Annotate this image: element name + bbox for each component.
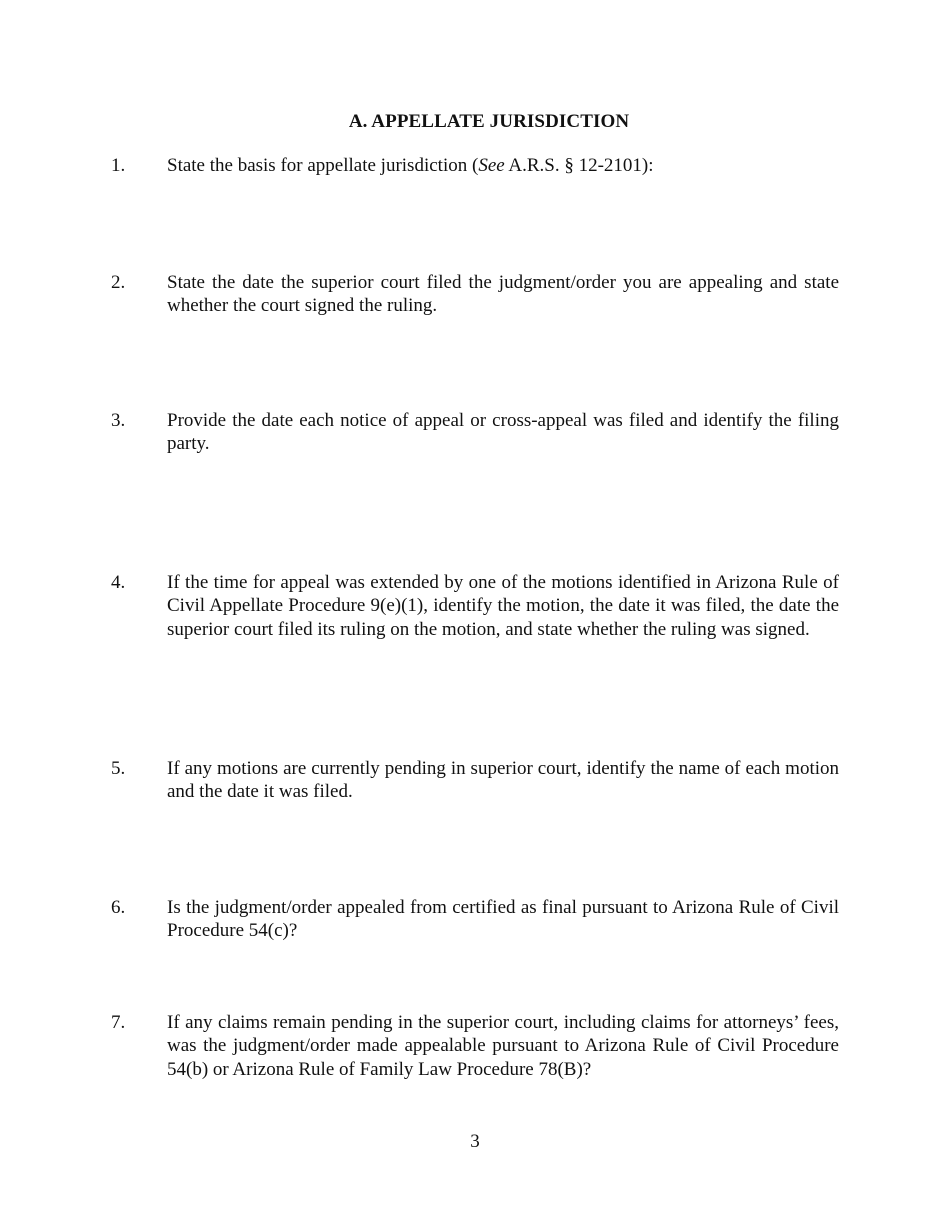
question-item <box>111 1011 839 1081</box>
question-item <box>111 571 839 641</box>
question-text: If the time for appeal was extended by one of the motions identified in Arizona Rule of Civil Appellate Procedure 9(e)(1), identify the motion, the date it was filed, the date the superior court filed its ruling on the motion, and state whether the ruling was signed. <box>167 572 839 640</box>
question-text-end: A.R.S. § 12-2101): <box>504 155 654 176</box>
question-text: Provide the date each notice of appeal or cross-appeal was filed and identify the filing party. <box>167 410 839 455</box>
question-item <box>111 271 839 318</box>
question-number: 6. <box>111 897 126 918</box>
question-text <box>167 154 839 177</box>
question-text: If any claims remain pending in the superior court, including claims for attorneys’ fees, was the judgment/order made appealable pursuant to Arizona Rule of Civil Procedure 54(b) or Arizona Rule of Family Law Procedure 78(B)? <box>167 1012 839 1080</box>
question-text: Is the judgment/order appealed from certified as final pursuant to Arizona Rule of Civil Procedure 54(c)? <box>167 897 839 942</box>
question-text-start: State the basis for appellate jurisdiction ( <box>167 155 479 176</box>
question-number: 5. <box>111 758 126 779</box>
question-number: 2. <box>111 272 126 293</box>
question-number: 3. <box>111 410 126 431</box>
citation-signal: See <box>478 155 505 176</box>
question-number: 7. <box>111 1012 126 1033</box>
question-item <box>111 409 839 456</box>
question-item <box>111 896 839 943</box>
section-heading: A. APPELLATE JURISDICTION <box>348 111 630 132</box>
question-number: 4. <box>111 572 126 593</box>
page-number: 3 <box>470 1131 480 1152</box>
question-item <box>111 757 839 804</box>
question-text: If any motions are currently pending in superior court, identify the name of each motion and the date it was filed. <box>167 758 839 803</box>
question-text: State the date the superior court filed the judgment/order you are appealing and state whether the court signed the ruling. <box>167 272 839 317</box>
question-number: 1. <box>111 155 126 176</box>
question-item <box>111 154 839 177</box>
